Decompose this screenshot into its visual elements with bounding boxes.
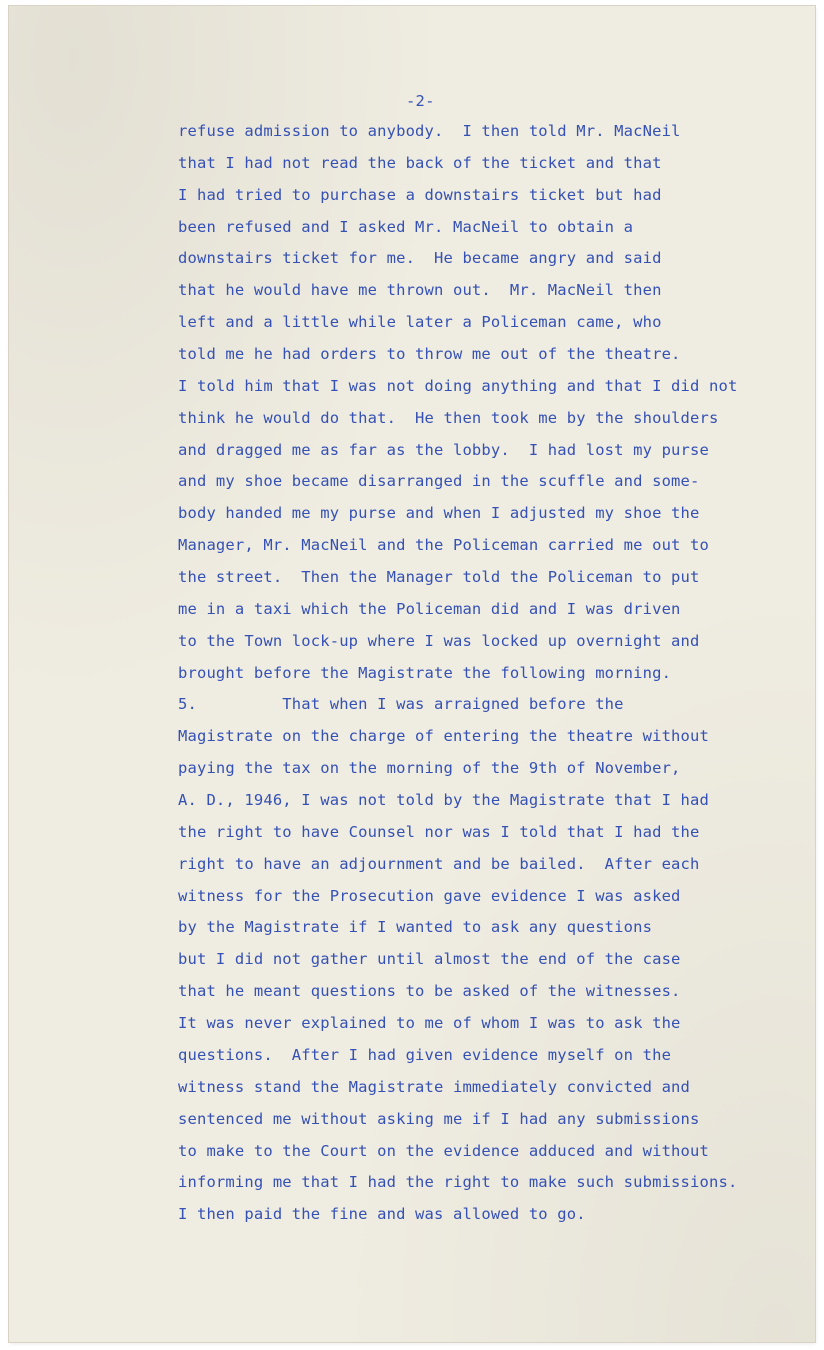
text-line: and dragged me as far as the lobby. I had lost my purse [178,440,709,459]
text-line: questions. After I had given evidence myself on the [178,1045,672,1064]
text-line: body handed me my purse and when I adjusted my shoe the [178,504,700,523]
body-text [178,121,737,1236]
text-line: Magistrate on the charge of entering the theatre without [178,727,709,746]
text-line: sentenced me without asking me if I had any submissions [178,1109,700,1128]
text-line: 5. That when I was arraigned before the [178,695,624,714]
text-line: but I did not gather until almost the end of the case [178,950,681,969]
text-line: right to have an adjournment and be bailed. After each [178,854,700,873]
text-line: A. D., 1946, I was not told by the Magistrate that I had [178,791,709,810]
text-line: that I had not read the back of the ticket and that [178,153,662,172]
text-line: downstairs ticket for me. He became angry and said [178,249,662,268]
text-line: and my shoe became disarranged in the scuffle and some- [178,472,700,491]
text-line: left and a little while later a Policeman came, who [178,313,662,332]
text-line: I told him that I was not doing anything and that I did not [178,376,738,395]
text-line: the street. Then the Manager told the Policeman to put [178,568,700,587]
document-page [9,6,815,1342]
text-line: Manager, Mr. MacNeil and the Policeman carried me out to [178,536,709,555]
text-line: to make to the Court on the evidence adduced and without [178,1141,709,1160]
text-line: paying the tax on the morning of the 9th of November, [178,759,681,778]
text-line: witness stand the Magistrate immediately convicted and [178,1077,691,1096]
text-line: think he would do that. He then took me by the shoulders [178,408,719,427]
text-line: been refused and I asked Mr. MacNeil to obtain a [178,217,634,236]
text-line: informing me that I had the right to make such submissions. [178,1173,738,1192]
page-number: -2- [406,92,435,110]
text-line: I had tried to purchase a downstairs ticket but had [178,185,662,204]
text-line: the right to have Counsel nor was I told that I had the [178,822,700,841]
text-line: that he meant questions to be asked of the witnesses. [178,982,681,1001]
text-line: me in a taxi which the Policeman did and I was driven [178,599,681,618]
text-line: that he would have me thrown out. Mr. MacNeil then [178,281,662,300]
text-line: I then paid the fine and was allowed to go. [178,1205,586,1224]
text-line: brought before the Magistrate the following morning. [178,663,672,682]
text-line: witness for the Prosecution gave evidence I was asked [178,886,681,905]
text-line: refuse admission to anybody. I then told Mr. MacNeil [178,122,681,140]
text-line: told me he had orders to throw me out of the theatre. [178,345,681,364]
text-line: by the Magistrate if I wanted to ask any questions [178,918,653,937]
text-line: It was never explained to me of whom I was to ask the [178,1014,681,1033]
text-line: to the Town lock-up where I was locked up overnight and [178,631,700,650]
